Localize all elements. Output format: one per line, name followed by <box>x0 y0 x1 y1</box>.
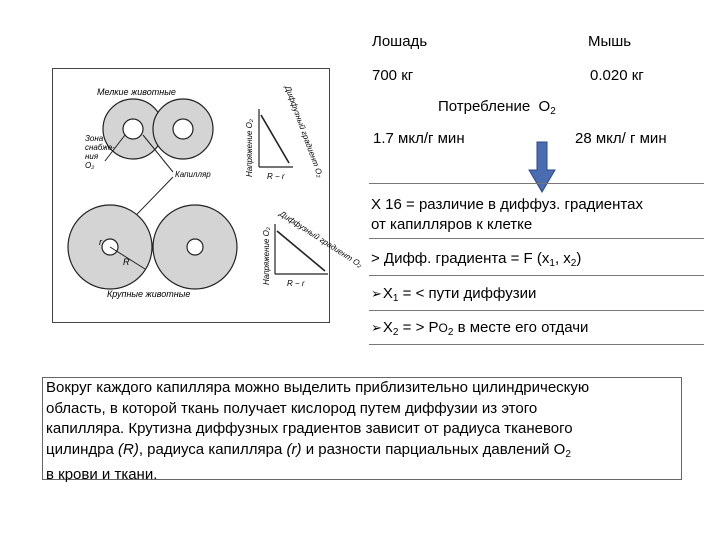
horse-name: Лошадь <box>372 33 428 50</box>
down-arrow-icon <box>529 142 555 192</box>
divider-5 <box>369 344 704 345</box>
mouse-name: Мышь <box>588 33 632 50</box>
caption-line-2: область, в которой ткань получает кислород путем диффузии из этого <box>46 399 538 417</box>
large-capillary-2 <box>187 239 203 255</box>
caption-line-3: капилляра. Крутизна диффузных градиентов зависит от радиуса тканевого <box>46 420 573 437</box>
arrow-bullet-icon: ➢ <box>371 320 382 335</box>
large-gradient-label: Диффузный градиент O₂ <box>277 209 364 270</box>
small-tension-label: Напряжение O₂ <box>245 119 254 177</box>
large-animals-label: Крупные животные <box>107 289 191 299</box>
statement-line1: X 16 = различие в диффуз. градиентах <box>371 196 643 213</box>
caption-line-5: в крови и ткани. <box>46 466 158 483</box>
diffusion-figure <box>52 68 364 323</box>
gradient-line: > Дифф. градиента = F ($x_1$, $x_2$) <box>371 250 582 269</box>
figure-drawing <box>53 69 364 324</box>
small-r-minus-r: R − r <box>267 172 285 181</box>
horse-mass: 700 кг <box>372 67 414 84</box>
caption-box <box>42 377 682 483</box>
mouse-mass: 0.020 кг <box>590 67 644 84</box>
zone-label: Зона снабже-ния O₂ <box>85 134 115 170</box>
small-capillary-1 <box>123 119 143 139</box>
caption-line-4: цилиндра (R), радиуса капилляра (r) и разности парциальных давлений $O_2$ <box>46 440 571 460</box>
small-animals-label: Мелкие животные <box>97 87 176 97</box>
large-r-minus-r: R − r <box>287 279 305 288</box>
divider-4 <box>369 310 704 311</box>
large-R-symbol: R <box>123 257 130 267</box>
capillary-label: Капилляр <box>175 170 211 179</box>
large-tension-label: Напряжение O₂ <box>262 227 271 285</box>
small-r-symbol: r <box>99 237 102 247</box>
bullet-x1: $➢X_1$ = < пути диффузии <box>371 285 537 304</box>
small-gradient-label: Диффузный градиент O₂ <box>283 84 325 179</box>
bullet-x2: $➢X_2$ = > $PO_2$ в месте его отдачи <box>371 319 589 338</box>
horse-consumption: 1.7 мкл/г мин <box>373 130 465 147</box>
divider-2 <box>369 238 704 239</box>
small-capillary-2 <box>173 119 193 139</box>
divider-3 <box>369 275 704 276</box>
small-gradient-line <box>261 115 289 163</box>
statement-line2: от капилляров к клетке <box>371 216 533 233</box>
arrow-bullet-icon: ➢ <box>371 286 382 301</box>
zone-o2: O₂ <box>85 161 95 170</box>
mouse-consumption: 28 мкл/ г мин <box>575 130 667 147</box>
divider-1 <box>369 183 704 184</box>
caption-line-1: Вокруг каждого капилляра можно выделить приблизительно цилиндрическую <box>46 379 590 396</box>
consumption-label: Потребление $O_2$ <box>438 98 556 117</box>
